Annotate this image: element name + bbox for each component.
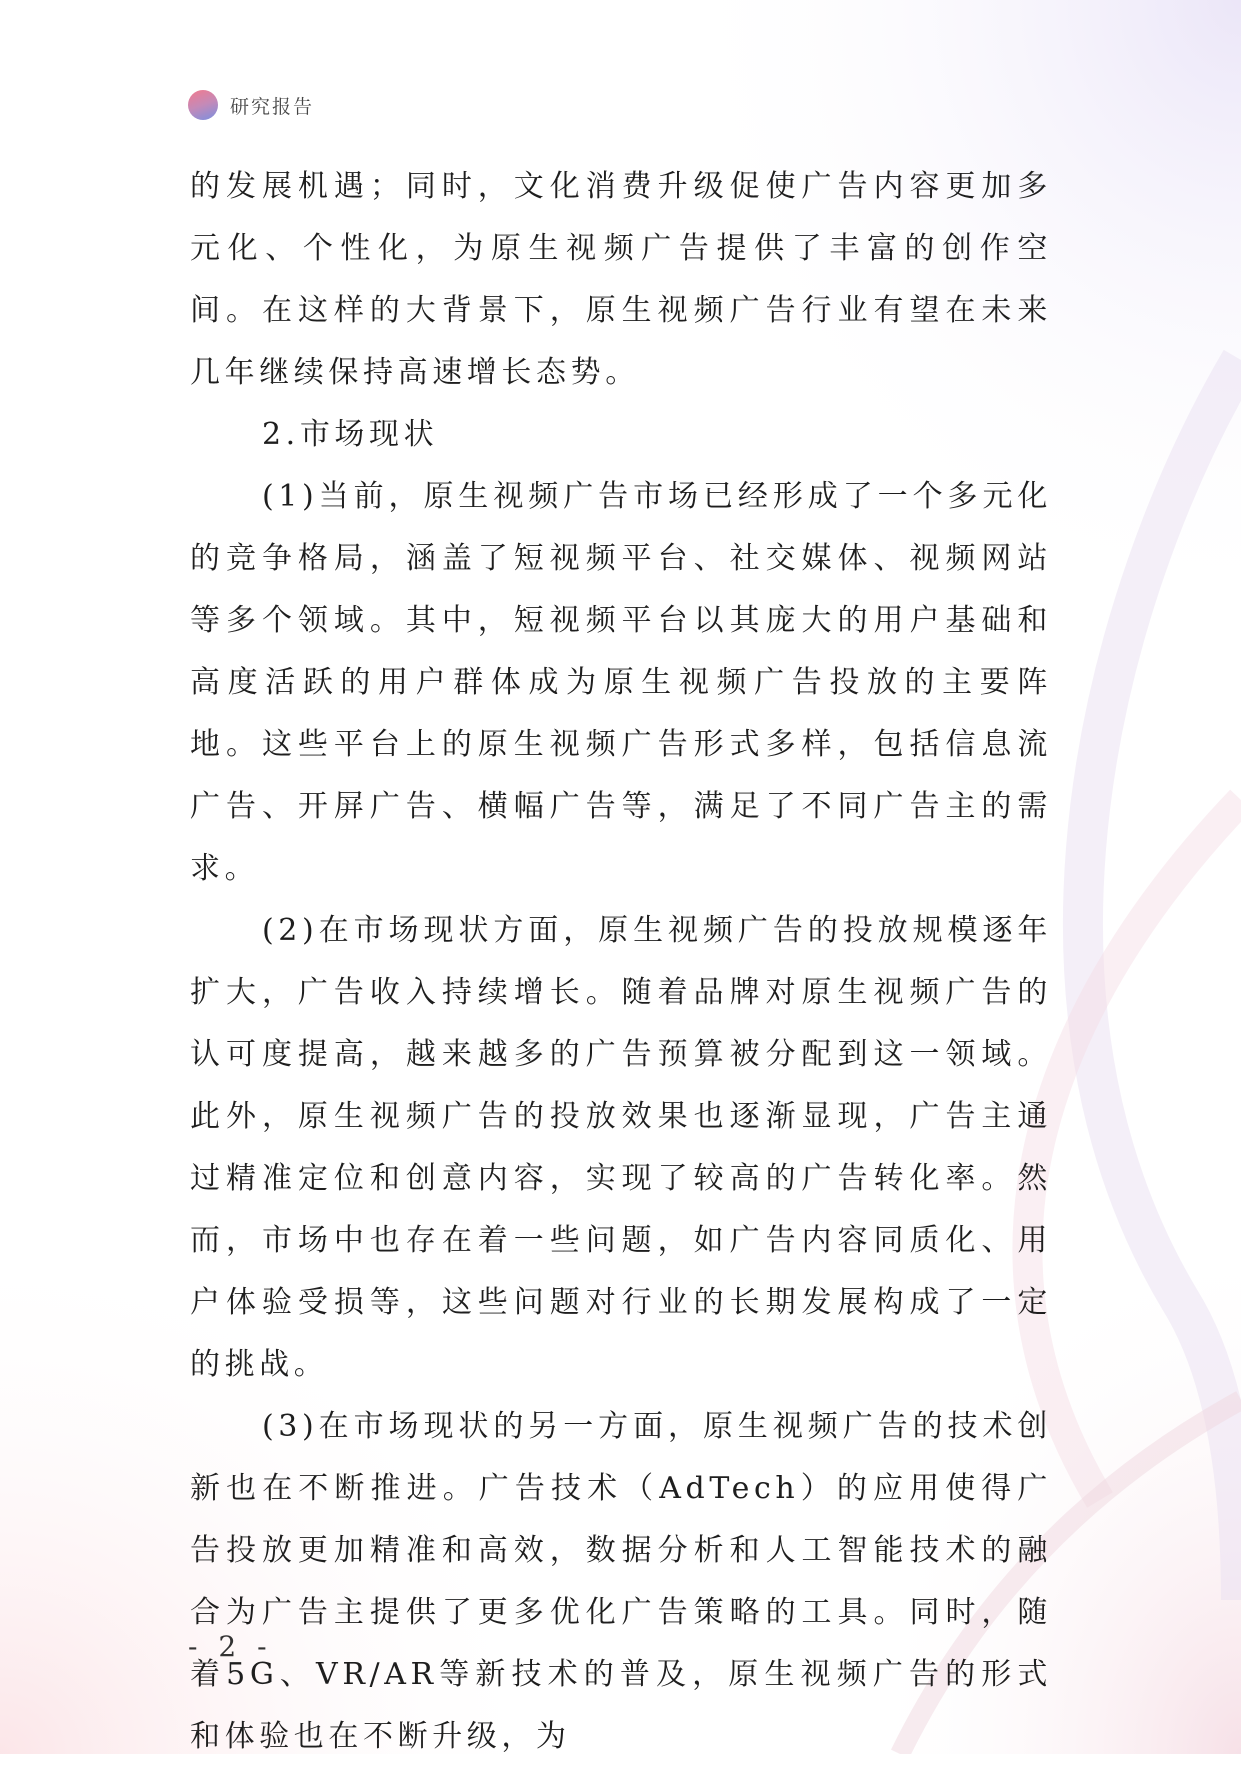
- paragraph-2: (2)在市场现状方面，原生视频广告的投放规模逐年扩大，广告收入持续增长。随着品牌对原生视频广告的认可度提高，越来越多的广告预算被分配到这一领域。此外，原生视频广告的投放效果也逐渐显现，广告主通过精准定位和创意内容，实现了较高的广告转化率。然而，市场中也存在着一些问题，如广告内容同质化、用户体验受损等，这些问题对行业的长期发展构成了一定的挑战。: [190, 913, 1052, 1382]
- paragraph-3: (3)在市场现状的另一方面，原生视频广告的技术创新也在不断推进。广告技术（AdTech）的应用使得广告投放更加精准和高效，数据分析和人工智能技术的融合为广告主提供了更多优化广告策略的工具。同时，随着5G、VR/AR等新技术的普及，原生视频广告的形式和体验也在不断升级，为: [190, 1409, 1052, 1754]
- page-number: - 2 -: [188, 1630, 273, 1663]
- header-title: 研究报告: [230, 95, 315, 118]
- section-heading: 2.市场现状: [262, 417, 439, 452]
- report-header: [188, 90, 314, 120]
- paragraph-1: (1)当前，原生视频广告市场已经形成了一个多元化的竞争格局，涵盖了短视频平台、社交媒体、视频网站等多个领域。其中，短视频平台以其庞大的用户基础和高度活跃的用户群体成为原生视频广告投放的主要阵地。这些平台上的原生视频广告形式多样，包括信息流广告、开屏广告、横幅广告等，满足了不同广告主的需求。: [190, 479, 1052, 886]
- document-body: [190, 156, 1052, 1768]
- paragraph-continued: 的发展机遇；同时，文化消费升级促使广告内容更加多元化、个性化，为原生视频广告提供了丰富的创作空间。在这样的大背景下，原生视频广告行业有望在未来几年继续保持高速增长态势。: [190, 169, 1052, 390]
- logo-icon: [188, 90, 218, 120]
